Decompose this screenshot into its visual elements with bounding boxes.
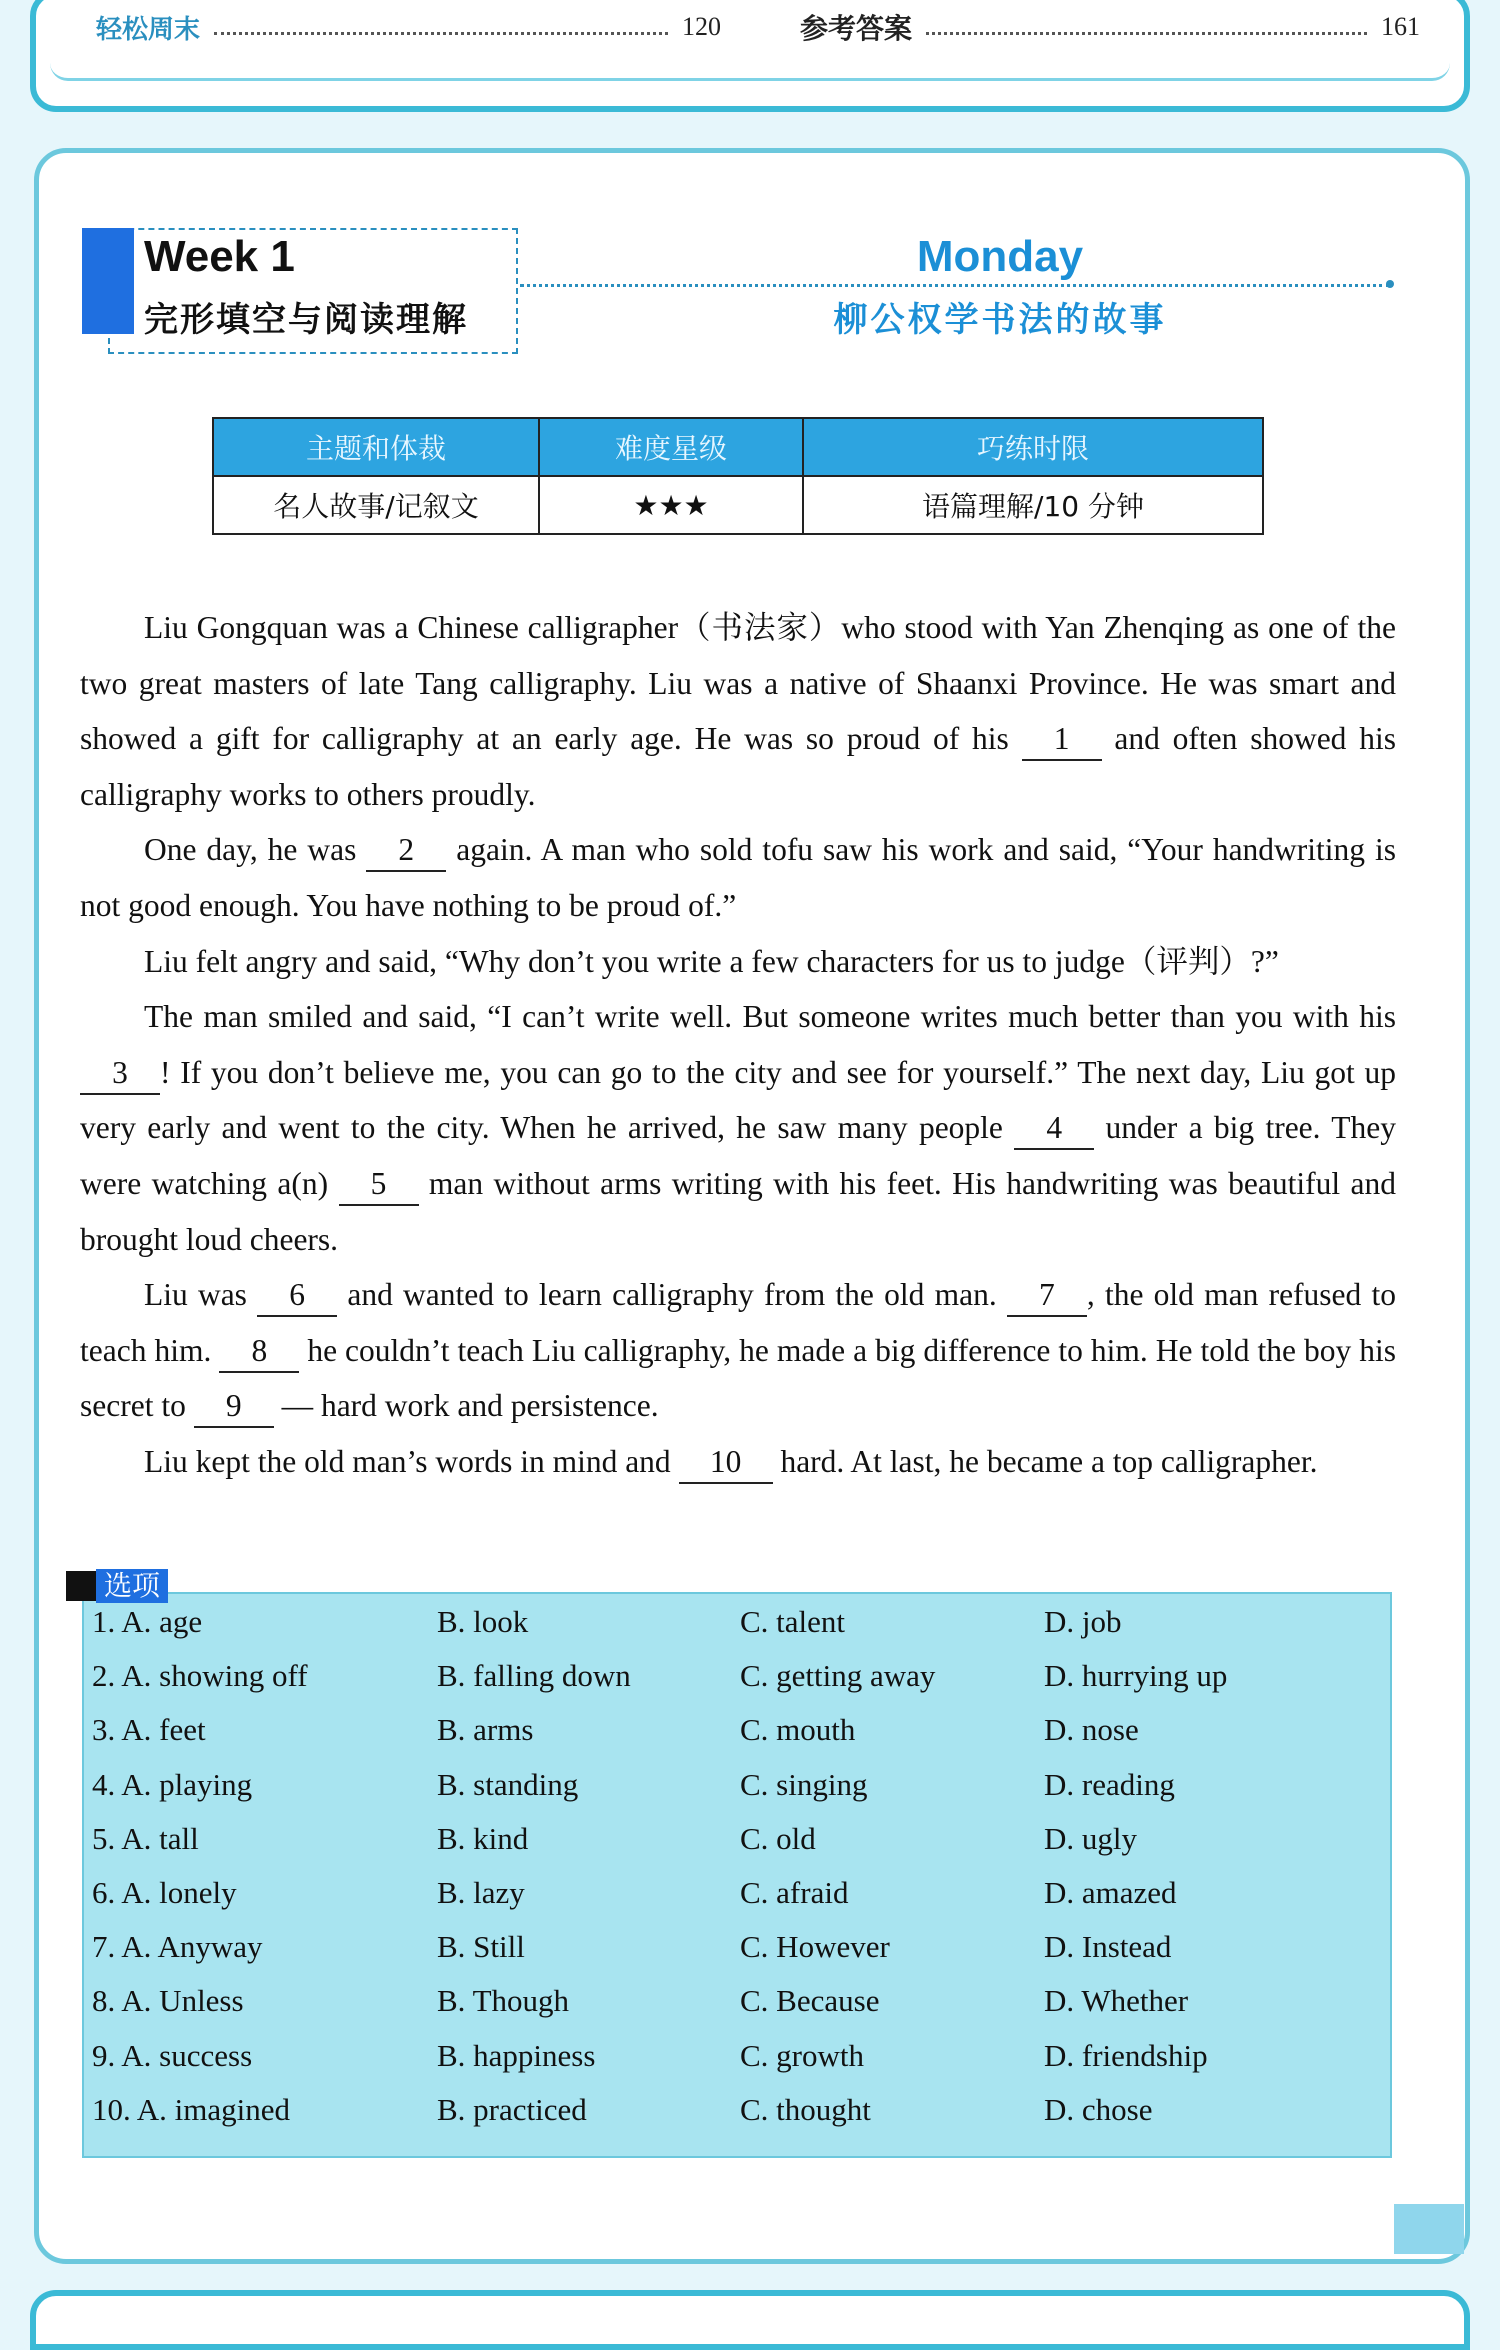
passage-text: Liu was xyxy=(144,1277,258,1313)
options-label xyxy=(66,1568,168,1604)
day-title: Monday xyxy=(916,232,1084,281)
option-row xyxy=(92,1983,1382,2037)
header-divider-dot xyxy=(1386,280,1394,288)
options-box xyxy=(82,1592,1392,2158)
passage-text: under a big tree. They were watching a(n) xyxy=(80,1110,1397,1201)
week-subtitle: 完形填空与阅读理解 xyxy=(144,300,468,340)
option-choice[interactable]: C. However xyxy=(740,1929,890,1965)
info-table xyxy=(212,417,1264,535)
info-table-header-row xyxy=(213,418,1263,476)
option-choice[interactable]: B. practiced xyxy=(437,2091,587,2127)
blank-6[interactable]: 6 xyxy=(257,1275,337,1317)
passage-text: and wanted to learn calligraphy from the old man. xyxy=(337,1277,1007,1313)
blank-7[interactable]: 7 xyxy=(1007,1275,1087,1317)
option-choice[interactable]: 4. A. playing xyxy=(92,1766,253,1802)
toc-left-page: 120 xyxy=(682,12,721,41)
option-choice[interactable]: 3. A. feet xyxy=(92,1712,206,1748)
option-choice[interactable]: D. nose xyxy=(1044,1712,1139,1748)
week-accent-bar xyxy=(82,228,134,334)
option-choice[interactable]: C. old xyxy=(740,1820,816,1856)
option-choice[interactable]: B. kind xyxy=(437,1820,529,1856)
passage-text: he couldn’t teach Liu calligraphy, he made a big difference to him. He told the boy his secret to xyxy=(80,1332,1396,1424)
week-title: Week 1 xyxy=(144,232,295,281)
blank-8[interactable]: 8 xyxy=(219,1331,299,1373)
option-choice[interactable]: B. lazy xyxy=(437,1875,525,1910)
paragraph-2 xyxy=(80,822,1396,933)
paragraph-4 xyxy=(80,989,1396,1267)
option-row xyxy=(92,1604,1382,1658)
option-choice[interactable]: D. job xyxy=(1044,1604,1122,1639)
option-choice[interactable]: D. amazed xyxy=(1044,1875,1177,1910)
passage-text: ! If you don’t believe me, you can go to the city and see for yourself.” The next day, Liu got up very early and went to the city. When he arrived, he saw many people xyxy=(80,1054,1396,1146)
toc-right-dots xyxy=(926,32,1367,35)
option-choice[interactable]: D. Instead xyxy=(1044,1929,1172,1965)
option-choice[interactable]: D. reading xyxy=(1044,1766,1175,1802)
passage-text: Liu Gongquan was a Chinese calligrapher（书法家）who stood with Yan Zhenqing as one of the two great masters of late Tang calligraphy. Liu was a native of Shaanxi Province. He was smart and showed a gift for calligraphy at an early age. He was so proud of his xyxy=(80,610,1396,757)
option-choice[interactable]: B. standing xyxy=(437,1766,579,1802)
blank-4[interactable]: 4 xyxy=(1014,1108,1094,1150)
passage-text: and often showed his calligraphy works to others proudly. xyxy=(80,721,1396,812)
passage-text: again. A man who sold tofu saw his work and said, “Your handwriting is not good enough. You have nothing to be proud of.” xyxy=(80,832,1396,923)
option-choice[interactable]: B. arms xyxy=(437,1712,534,1748)
option-choice[interactable]: C. getting away xyxy=(740,1658,936,1694)
options-label-text: 选项 xyxy=(96,1569,168,1603)
option-row xyxy=(92,1875,1382,1929)
option-row xyxy=(92,1929,1382,1983)
blank-1[interactable]: 1 xyxy=(1022,719,1102,761)
option-choice[interactable]: C. growth xyxy=(740,2037,864,2073)
option-choice[interactable]: C. singing xyxy=(740,1766,868,1802)
info-cell-time: 语篇理解/10 分钟 xyxy=(803,476,1263,534)
option-choice[interactable]: C. afraid xyxy=(740,1875,849,1910)
option-choice[interactable]: D. chose xyxy=(1044,2091,1153,2127)
option-row xyxy=(92,1712,1382,1766)
option-choice[interactable]: 6. A. lonely xyxy=(92,1875,237,1910)
paragraph-5 xyxy=(80,1267,1396,1434)
option-choice[interactable]: D. ugly xyxy=(1044,1820,1137,1856)
toc-right-page: 161 xyxy=(1381,12,1420,41)
info-header-difficulty: 难度星级 xyxy=(539,418,803,476)
blank-2[interactable]: 2 xyxy=(366,830,446,872)
passage-text: hard. At last, he became a top calligrapher. xyxy=(772,1443,1318,1479)
passage-text: , the old man refused to teach him. xyxy=(80,1277,1396,1368)
blank-10[interactable]: 10 xyxy=(679,1442,773,1484)
toc-entry-left[interactable] xyxy=(96,6,721,48)
option-choice[interactable]: D. Whether xyxy=(1044,1983,1189,2019)
toc-entry-right[interactable] xyxy=(800,6,1420,48)
option-row xyxy=(92,1821,1382,1875)
option-choice[interactable]: 9. A. success xyxy=(92,2037,253,2073)
toc-right-title: 参考答案 xyxy=(800,13,913,44)
next-page-frame xyxy=(30,2290,1470,2350)
option-choice[interactable]: C. talent xyxy=(740,1604,846,1639)
passage-text: Liu felt angry and said, “Why don’t you write a few characters for us to judge（评判）?” xyxy=(144,943,1279,979)
option-choice[interactable]: 2. A. showing off xyxy=(92,1658,308,1694)
option-choice[interactable]: B. falling down xyxy=(437,1658,631,1694)
blank-3[interactable]: 3 xyxy=(80,1053,160,1095)
header-divider xyxy=(520,284,1390,287)
paragraph-6 xyxy=(80,1434,1396,1490)
toc-left-dots xyxy=(214,32,668,35)
option-choice[interactable]: D. friendship xyxy=(1044,2037,1208,2073)
option-row xyxy=(92,1658,1382,1712)
paragraph-1 xyxy=(80,600,1396,822)
page-corner-tab xyxy=(1394,2204,1464,2254)
info-cell-stars: ★★★ xyxy=(539,476,803,534)
blank-9[interactable]: 9 xyxy=(194,1386,274,1428)
info-table-row xyxy=(213,476,1263,534)
passage-text: The man smiled and said, “I can’t write well. But someone writes much better than you with his xyxy=(144,999,1396,1035)
option-choice[interactable]: B. Still xyxy=(437,1929,525,1965)
option-row xyxy=(92,1767,1382,1821)
option-choice[interactable]: B. happiness xyxy=(437,2037,596,2073)
blank-5[interactable]: 5 xyxy=(339,1164,419,1206)
option-row xyxy=(92,2038,1382,2092)
option-choice[interactable]: C. thought xyxy=(740,2091,871,2127)
options-square-icon xyxy=(66,1571,96,1601)
option-choice[interactable]: 5. A. tall xyxy=(92,1820,199,1856)
option-choice[interactable]: B. Though xyxy=(437,1983,570,2019)
passage-text: One day, he was xyxy=(144,832,367,868)
info-header-time: 巧练时限 xyxy=(803,418,1263,476)
story-title: 柳公权学书法的故事 xyxy=(833,300,1167,340)
info-cell-theme: 名人故事/记叙文 xyxy=(213,476,539,534)
option-choice[interactable]: C. mouth xyxy=(740,1712,856,1748)
option-choice[interactable]: D. hurrying up xyxy=(1044,1658,1228,1694)
option-choice[interactable]: C. Because xyxy=(740,1983,880,2019)
passage-text: — hard work and persistence. xyxy=(273,1388,659,1424)
info-header-theme: 主题和体裁 xyxy=(213,418,539,476)
paragraph-3 xyxy=(80,934,1396,990)
passage-text: man without arms writing with his feet. His handwriting was beautiful and brought loud cheers. xyxy=(80,1165,1396,1257)
reading-passage xyxy=(80,600,1396,1490)
option-choice[interactable]: B. look xyxy=(437,1604,529,1639)
option-choice[interactable]: 1. A. age xyxy=(92,1604,203,1639)
passage-text: Liu kept the old man’s words in mind and xyxy=(144,1443,679,1479)
toc-left-title: 轻松周末 xyxy=(96,13,201,44)
option-row xyxy=(92,2092,1382,2146)
option-choice[interactable]: 7. A. Anyway xyxy=(92,1929,263,1965)
option-choice[interactable]: 8. A. Unless xyxy=(92,1983,244,2019)
option-choice[interactable]: 10. A. imagined xyxy=(92,2091,291,2127)
